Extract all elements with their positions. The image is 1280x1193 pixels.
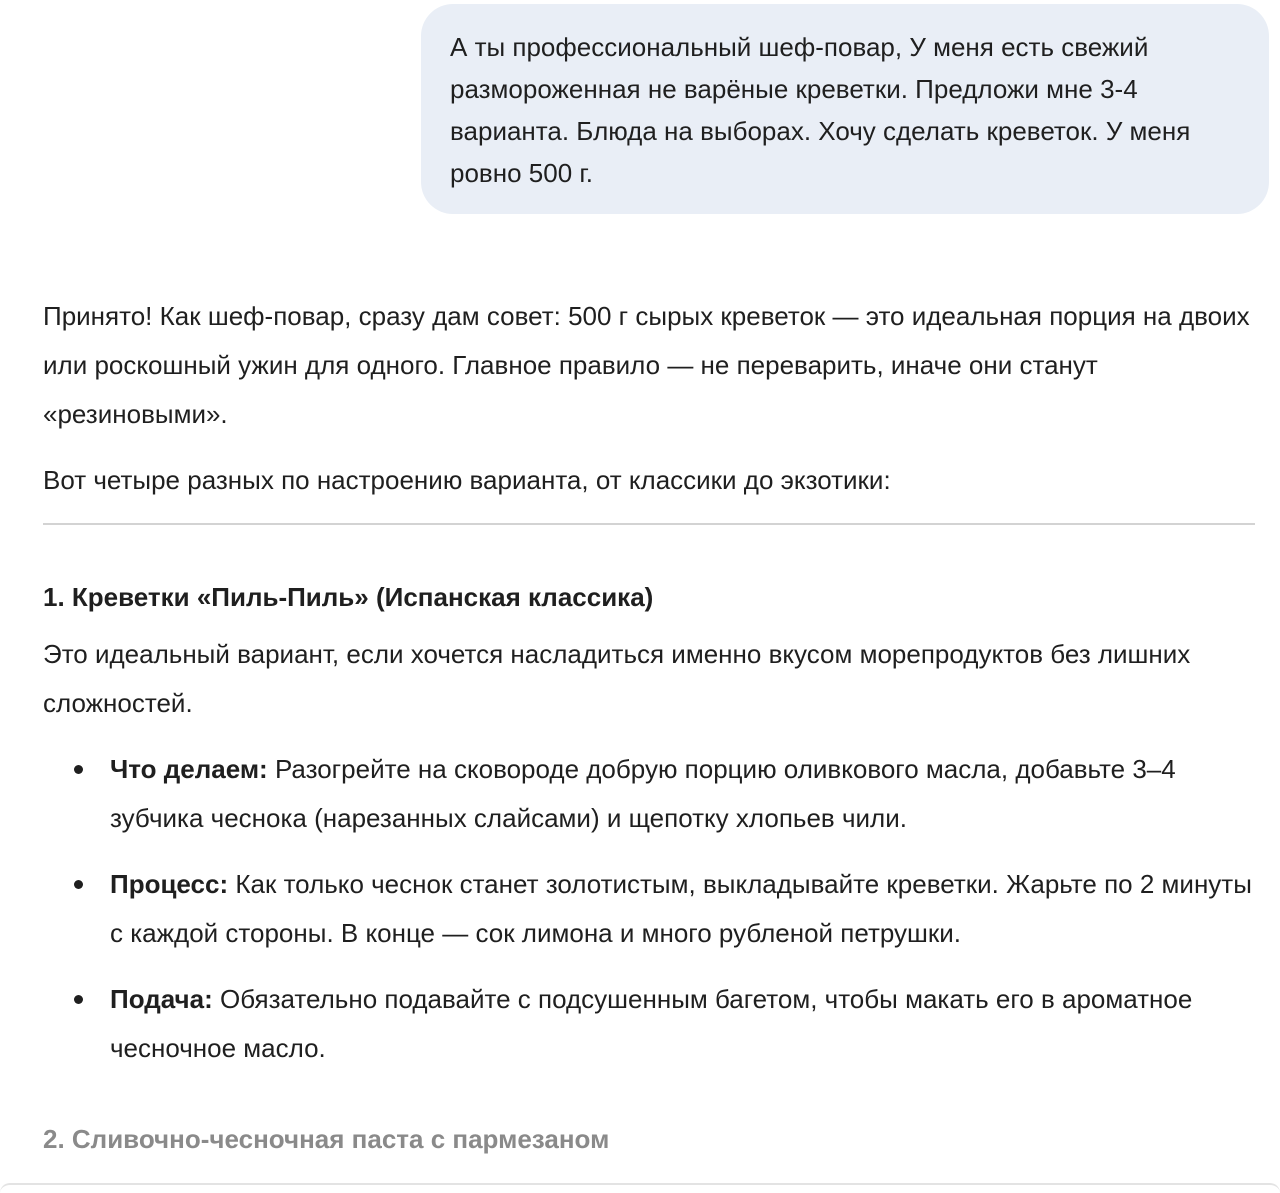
step-label: Что делаем: bbox=[110, 754, 268, 784]
recipe-steps-list bbox=[43, 745, 1255, 1073]
step-text: Разогрейте на сковороде добрую порцию оливкового масла, добавьте 3–4 зубчика чеснока (нарезанных слайсами) и щепотку хлопьев чили. bbox=[110, 754, 1176, 833]
input-panel-edge bbox=[0, 1183, 1280, 1193]
step-label: Процесс: bbox=[110, 869, 229, 899]
list-item bbox=[43, 860, 1255, 958]
list-item bbox=[43, 745, 1255, 843]
user-message-bubble bbox=[421, 4, 1269, 214]
recipe-description-1: Это идеальный вариант, если хочется насладиться именно вкусом морепродуктов без лишних сложностей. bbox=[43, 639, 1191, 718]
step-label: Подача: bbox=[110, 984, 213, 1014]
recipe-heading-1: 1. Креветки «Пиль-Пиль» (Испанская классика) bbox=[43, 582, 654, 612]
step-text: Обязательно подавайте с подсушенным багетом, чтобы макать его в ароматное чесночное масло. bbox=[110, 984, 1193, 1063]
recipe-heading-2: 2. Сливочно-чесночная паста с пармезаном bbox=[43, 1124, 610, 1154]
list-item bbox=[43, 975, 1255, 1073]
response-lead: Вот четыре разных по настроению варианта, от классики до экзотики: bbox=[43, 465, 891, 495]
response-intro: Принято! Как шеф-повар, сразу дам совет: 500 г сырых креветок — это идеальная порция на двоих или роскошный ужин для одного. Главное правило — не переварить, иначе они станут «резиновыми». bbox=[43, 301, 1250, 429]
assistant-response bbox=[43, 292, 1255, 1159]
section-divider bbox=[43, 523, 1255, 525]
user-message-text: А ты профессиональный шеф-повар, У меня есть свежий размороженная не варёные креветки. Предложи мне 3-4 варианта. Блюда на выборах. Хочу сделать креветок. У меня ровно 500 г. bbox=[450, 32, 1191, 188]
step-text: Как только чеснок станет золотистым, выкладывайте креветки. Жарьте по 2 минуты с каждой стороны. В конце — сок лимона и много рубленой петрушки. bbox=[110, 869, 1252, 948]
bullet-icon bbox=[74, 765, 83, 774]
bullet-icon bbox=[74, 880, 83, 889]
bullet-icon bbox=[74, 995, 83, 1004]
